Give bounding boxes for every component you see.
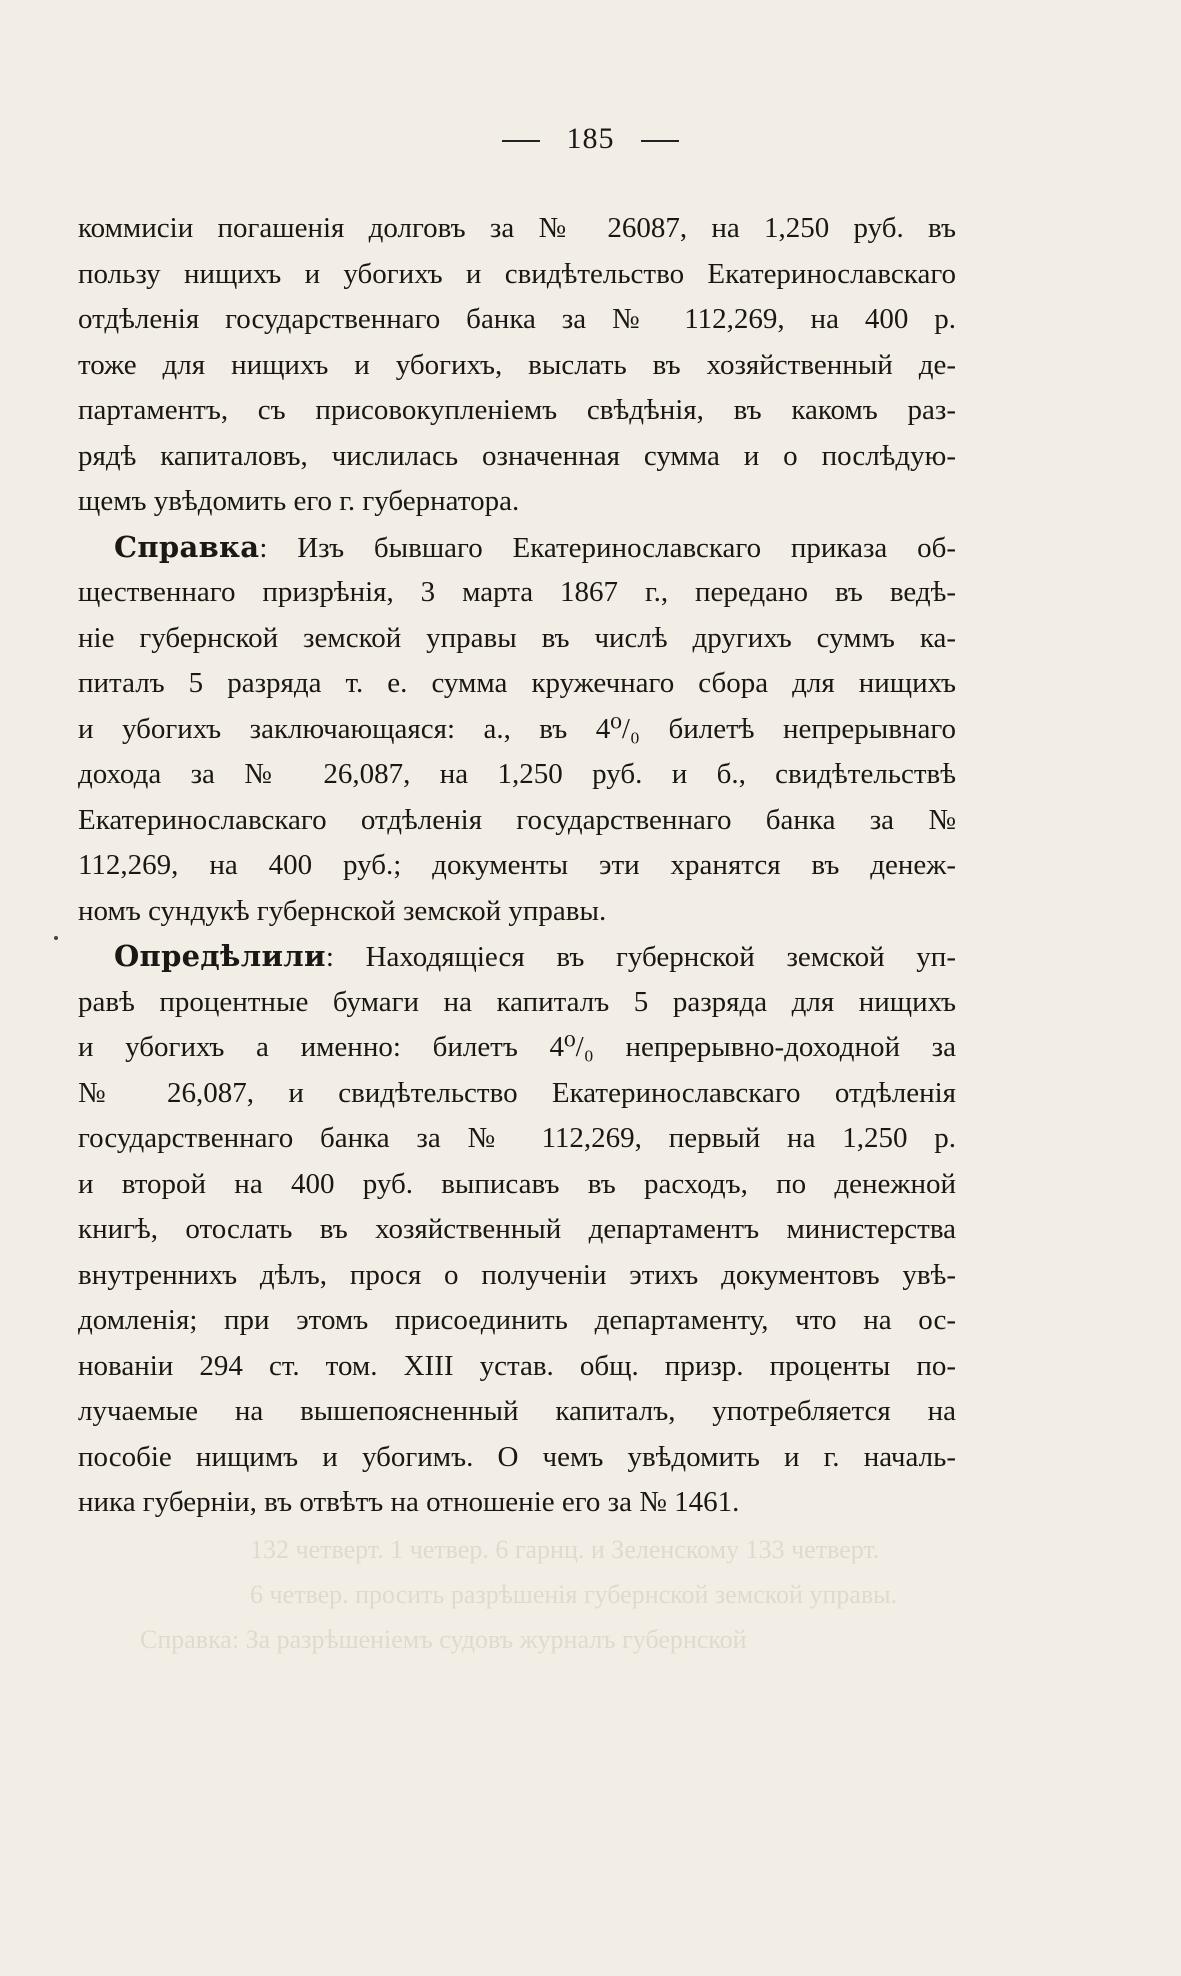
text-line: и второй на 400 руб. выписавъ въ расходъ, по денежной <box>78 1167 956 1200</box>
text-line: № 26,087, и свидѣтельство Екатеринославскаго отдѣленія <box>78 1076 956 1109</box>
text-line: нованіи 294 ст. том. XIII устав. общ. призр. проценты по- <box>78 1349 956 1382</box>
bleed-through-line: 6 четвер. просить разрѣшенія губернской земской управы. <box>250 1580 898 1609</box>
text-line <box>78 525 956 571</box>
text-line: тоже для нищихъ и убогихъ, выслать въ хозяйственный де- <box>78 348 956 381</box>
text-line: ніе губернской земской управы въ числѣ другихъ суммъ ка- <box>78 621 956 654</box>
text-line: пользу нищихъ и убогихъ и свидѣтельство Екатеринославскаго <box>78 257 956 290</box>
text-line <box>78 934 956 980</box>
spravka-heading: Справка <box>114 529 260 564</box>
text-line: внутреннихъ дѣлъ, прося о полученіи этихъ документовъ увѣ- <box>78 1258 956 1291</box>
text-line: и убогихъ а именно: билетъ 4⁰/₀ непрерывно-доходной за <box>78 1031 956 1063</box>
text-line: отдѣленія государственнаго банка за № 112,269, на 400 р. <box>78 303 956 335</box>
text-line: и убогихъ заключающаяся: а., въ 4⁰/₀ билетѣ непрерывнаго <box>78 712 956 745</box>
bleed-through-line: Справка: За разрѣшеніемъ судовъ журналъ губернской <box>140 1625 747 1654</box>
header-dash-left <box>502 140 540 142</box>
text-line: домленія; при этомъ присоединить департаменту, что на ос- <box>78 1304 956 1336</box>
header-dash-right <box>641 140 679 142</box>
text-line: дохода за № 26,087, на 1,250 руб. и б., свидѣтельствѣ <box>78 758 956 790</box>
text-line: ника губерніи, въ отвѣтъ на отношеніе его за № 1461. <box>78 1486 740 1518</box>
paragraph-continuation <box>78 206 956 525</box>
opredelili-first-line: : Находящіеся въ губернской земской уп- <box>325 941 956 973</box>
text-line: равѣ процентные бумаги на капиталъ 5 разряда для нищихъ <box>78 985 956 1018</box>
page-number: 185 <box>566 122 615 155</box>
paragraph-spravka <box>78 525 956 935</box>
text-line: 112,269, на 400 руб.; документы эти хранятся въ денеж- <box>78 849 956 881</box>
text-line: щественнаго призрѣнія, 3 марта 1867 г., передано въ ведѣ- <box>78 576 956 608</box>
text-line: коммисіи погашенія долговъ за № 26087, на 1,250 руб. въ <box>78 212 956 244</box>
text-line: номъ сундукѣ губернской земской управы. <box>78 894 607 927</box>
page-body <box>78 206 956 1526</box>
spravka-first-line: : Изъ бывшаго Екатеринославскаго приказа об- <box>259 531 956 564</box>
text-line: книгѣ, отослать въ хозяйственный департаментъ министерства <box>78 1213 956 1245</box>
text-line: рядѣ капиталовъ, числилась означенная сумма и о послѣдую- <box>78 439 956 472</box>
bleed-through-line: 132 четверт. 1 четвер. 6 гарнц. и Зеленскому 133 четверт. <box>250 1535 880 1564</box>
text-line: Екатеринославскаго отдѣленія государственнаго банка за № <box>78 803 956 836</box>
text-line: лучаемые на вышепоясненный капиталъ, употребляется на <box>78 1395 956 1427</box>
text-line: щемъ увѣдомить его г. губернатора. <box>78 485 520 517</box>
page-header <box>0 122 1181 156</box>
text-line: питалъ 5 разряда т. е. сумма кружечнаго сбора для нищихъ <box>78 667 956 699</box>
text-line: партаментъ, съ присовокупленіемъ свѣдѣнія, въ какомъ раз- <box>78 394 956 426</box>
margin-dot <box>54 936 58 940</box>
opredelili-heading: Опредѣлили <box>114 939 326 973</box>
paragraph-opredelili <box>78 934 956 1526</box>
text-line: государственнаго банка за № 112,269, первый на 1,250 р. <box>78 1122 956 1154</box>
text-line: пособіе нищимъ и убогимъ. О чемъ увѣдомить и г. началь- <box>78 1440 956 1473</box>
